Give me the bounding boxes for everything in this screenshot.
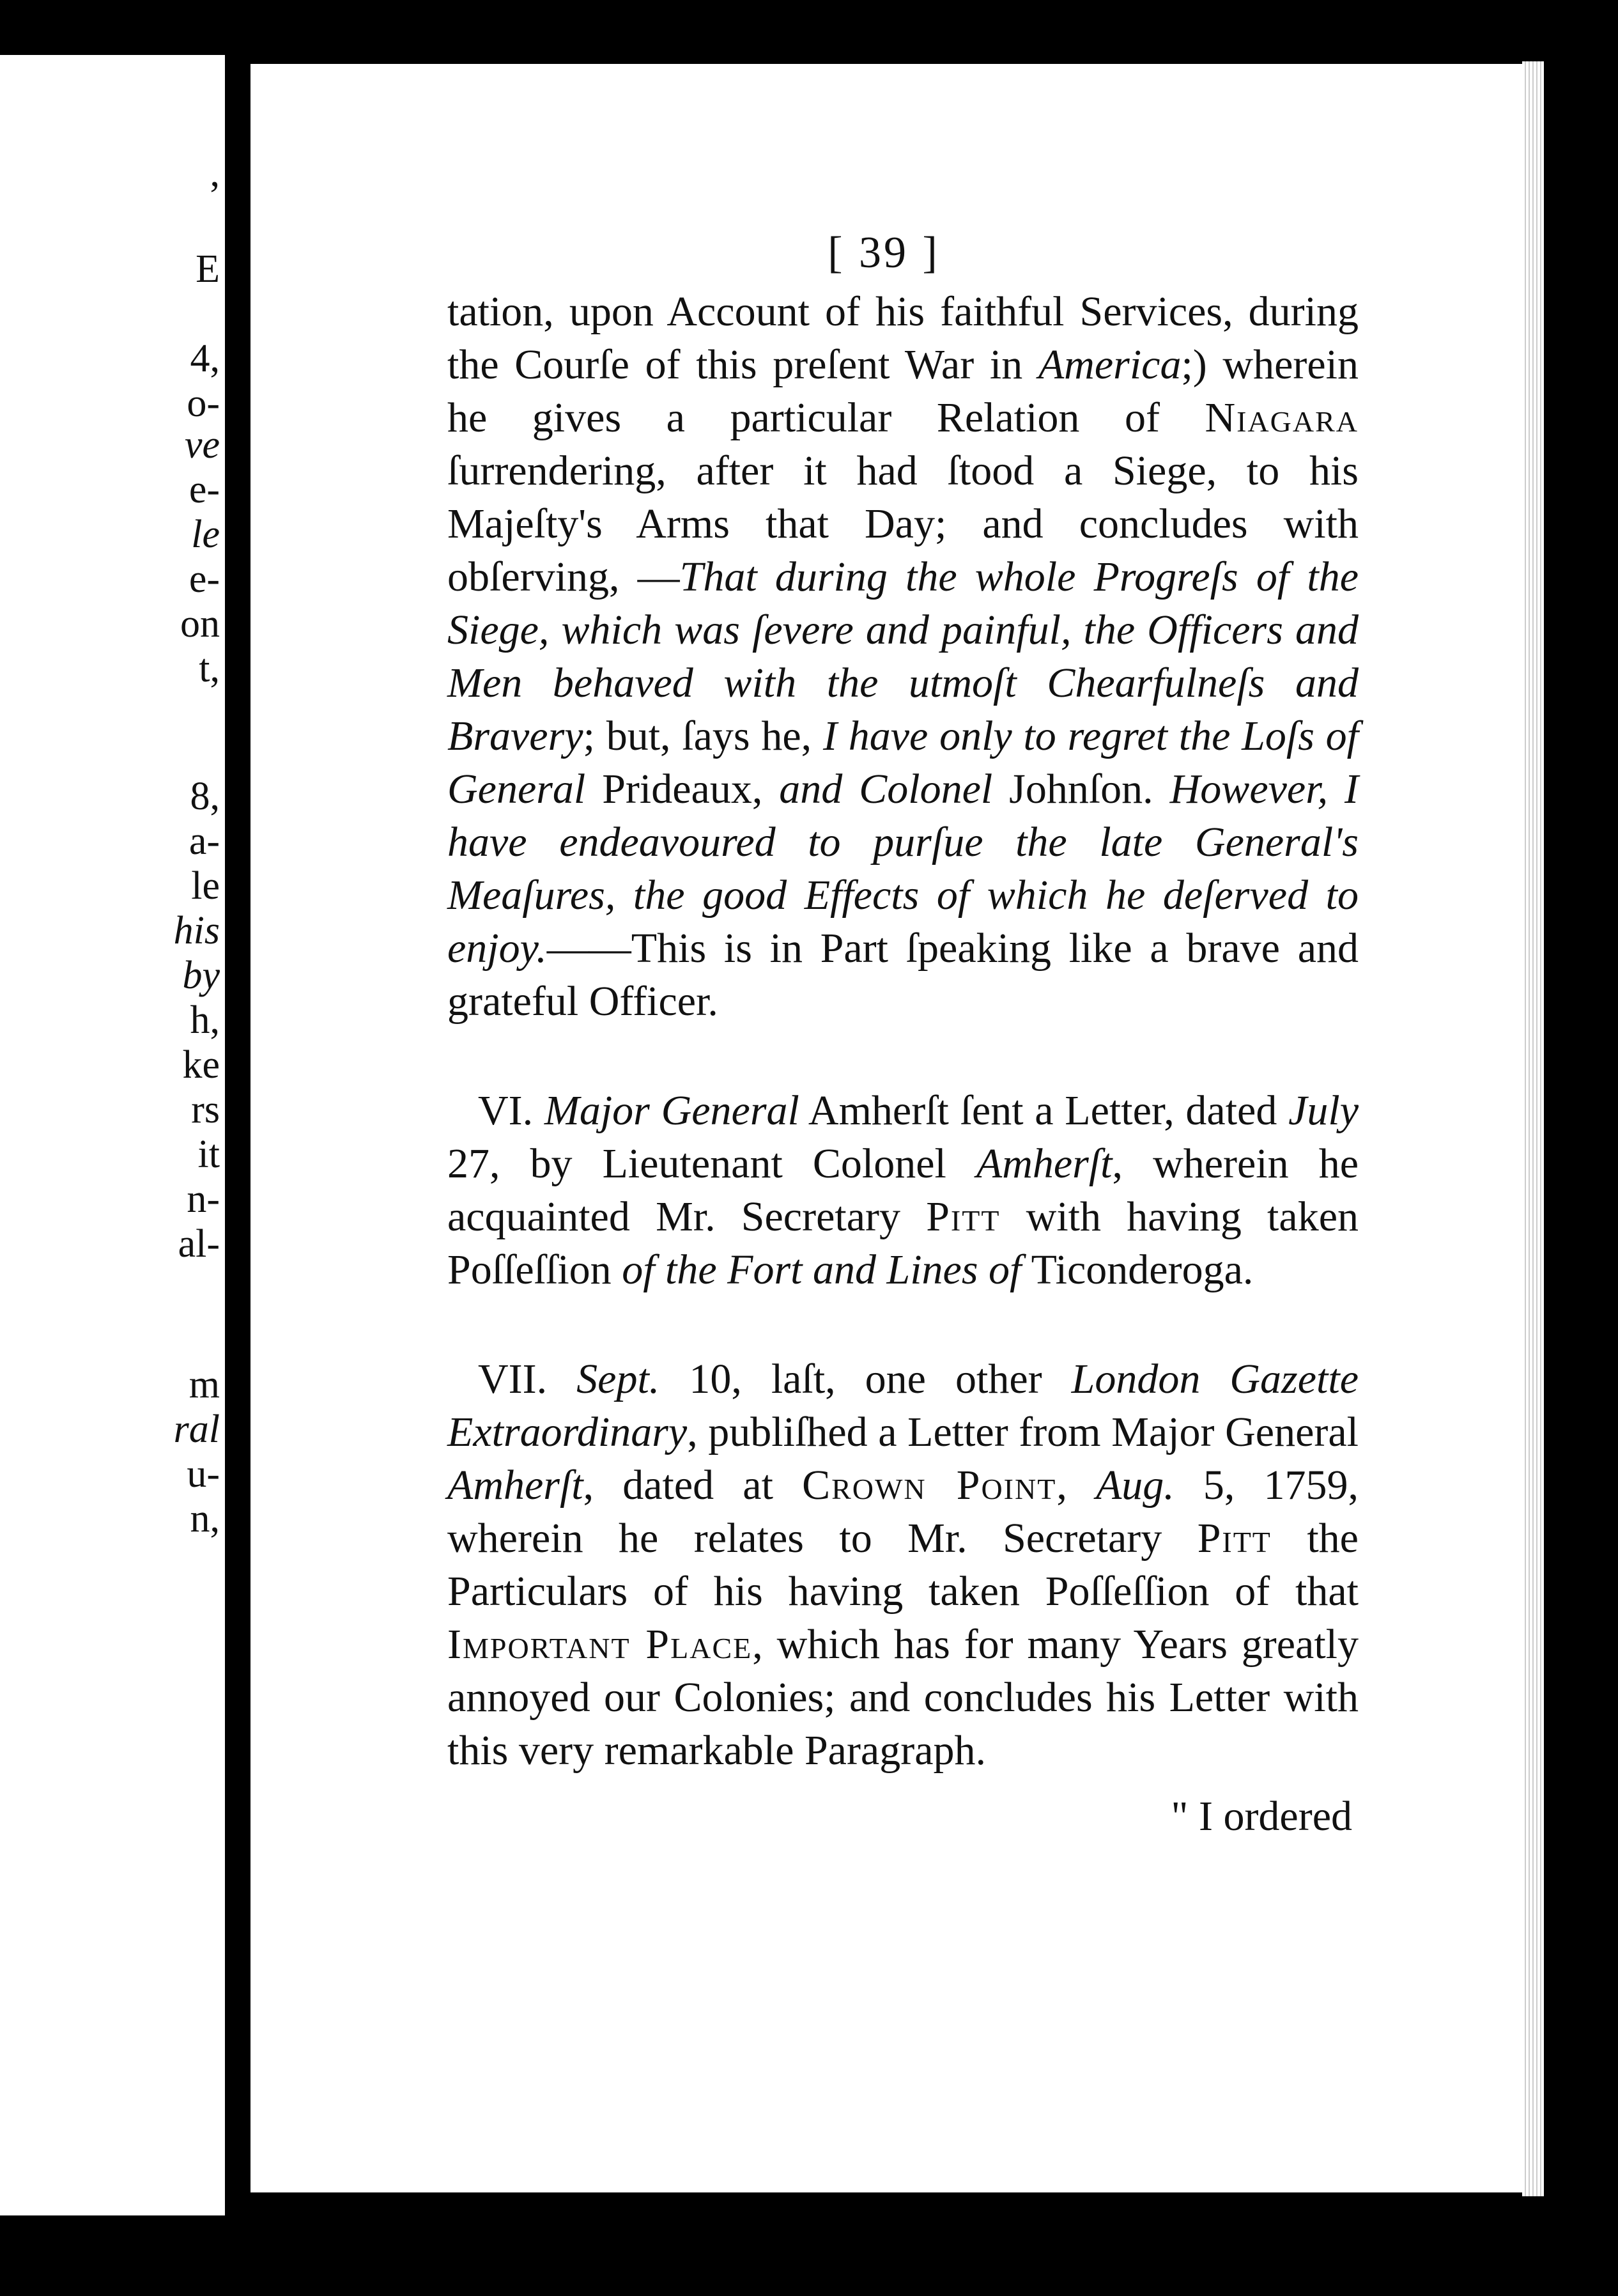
text-segment: Major General <box>544 1087 799 1134</box>
paragraph-3 <box>447 1353 1359 1777</box>
text-segment: London Gazette Extraordinary <box>447 1356 1359 1455</box>
text-segment: Johnſon. <box>992 766 1170 812</box>
text-segment: and Colonel <box>779 766 993 812</box>
text-segment: with having taken Poſſeſſion <box>447 1193 1359 1293</box>
left-page-line-fragment: t, <box>199 647 220 690</box>
text-segment: Amherſt <box>976 1140 1113 1187</box>
left-page-line-fragment: e- <box>189 468 220 511</box>
book-spine <box>225 38 250 2244</box>
text-segment: Amherſt <box>447 1462 583 1509</box>
catchword: " I ordered <box>1171 1793 1352 1840</box>
text-segment: Sept. <box>576 1356 660 1402</box>
text-segment: ; but, ſays he, <box>583 713 823 759</box>
left-page-line-fragment: ke <box>182 1043 220 1087</box>
text-segment: That during the whole Progreſs of the Siege, which was ſevere and painful, the Officers and Men behaved with the utmoſt Chearfulneſs and Bravery <box>447 554 1359 759</box>
left-page-line-fragment: o- <box>187 382 220 425</box>
text-segment: , dated at <box>583 1462 803 1509</box>
text-segment: ſurrendering, after it had ſtood a Siege, to his Majeſty's Arms that Day; and concludes with obſerving, — <box>447 447 1359 600</box>
left-page-line-fragment: le <box>191 513 220 556</box>
text-segment: VII. <box>478 1356 577 1402</box>
text-segment: Ticonderoga. <box>1021 1246 1254 1293</box>
text-segment: Pitt <box>1197 1515 1272 1562</box>
text-segment: I have only to regret the Loſs of General <box>447 713 1359 812</box>
page-edges <box>1522 61 1544 2196</box>
text-segment: 10, laſt, one other <box>659 1356 1072 1402</box>
text-segment: VI. <box>478 1087 544 1134</box>
text-segment: , <box>1056 1462 1096 1509</box>
text-segment: , which has for many Years greatly annoyed our Colonies; and concludes his Letter with this very remarkable Paragraph. <box>447 1621 1359 1774</box>
left-page-line-fragment: , <box>210 151 220 195</box>
left-page-line-fragment: le <box>191 864 220 908</box>
text-segment: July <box>1288 1087 1359 1134</box>
left-page-line-fragment: e- <box>189 557 220 601</box>
left-page-line-fragment: ral <box>173 1408 220 1451</box>
left-page-fragment <box>0 55 225 2215</box>
left-page-line-fragment: his <box>173 909 220 952</box>
page-text <box>447 221 1359 1843</box>
left-page-line-fragment: it <box>197 1133 220 1176</box>
left-page-line-fragment: n- <box>187 1177 220 1221</box>
text-segment: , publiſhed a Letter from Major General <box>687 1409 1359 1455</box>
left-page-line-fragment: m <box>189 1363 220 1406</box>
text-segment: Amherſt ſent a Letter, dated <box>799 1087 1289 1134</box>
text-segment: , wherein he acquainted Mr. Secretary <box>447 1140 1359 1240</box>
paragraph-2 <box>447 1084 1359 1296</box>
left-page-line-fragment: h, <box>190 998 220 1042</box>
left-page-line-fragment: by <box>182 954 220 997</box>
page-number: [ 39 ] <box>828 228 940 277</box>
left-page-line-fragment: 4, <box>190 337 220 380</box>
text-segment: ;) wherein he gives a particular Relation of <box>447 341 1359 441</box>
text-segment: Aug. <box>1095 1462 1175 1509</box>
text-segment: Prideaux, <box>585 766 780 812</box>
left-page-line-fragment: on <box>180 602 220 646</box>
left-page-line-fragment: u- <box>187 1452 220 1496</box>
text-segment: Important Place <box>447 1621 753 1668</box>
text-segment: Niagara <box>1205 394 1359 441</box>
left-page-line-fragment: E <box>196 247 220 291</box>
text-segment: ——This is in Part ſpeaking like a brave and grateful Officer. <box>447 925 1359 1025</box>
left-page-line-fragment: ve <box>184 423 220 467</box>
text-segment: America <box>1038 341 1182 388</box>
left-page-line-fragment: al- <box>178 1222 220 1266</box>
text-segment: 5, 1759, wherein he relates to Mr. Secretary <box>447 1462 1359 1562</box>
text-segment: Crown Point <box>802 1462 1057 1509</box>
text-segment: tation, upon Account of his faithful Services, during the Courſe of this preſent War in <box>447 288 1359 388</box>
text-segment: However, I have endeavoured to purſue the late General's Meaſures, the good Effects of which he deſerved to enjoy. <box>447 766 1359 972</box>
text-segment: Pitt <box>926 1193 1001 1240</box>
left-page-line-fragment: 8, <box>190 775 220 818</box>
left-page-line-fragment: a- <box>189 819 220 863</box>
text-segment: of the Fort and Lines of <box>622 1246 1022 1293</box>
text-segment: the Particulars of his having taken Poſſeſſion of that <box>447 1515 1359 1615</box>
paragraph-1 <box>447 285 1359 1028</box>
text-segment: 27, by Lieutenant Colonel <box>447 1140 976 1187</box>
left-page-line-fragment: n, <box>190 1497 220 1540</box>
left-page-line-fragment: rs <box>191 1088 220 1131</box>
